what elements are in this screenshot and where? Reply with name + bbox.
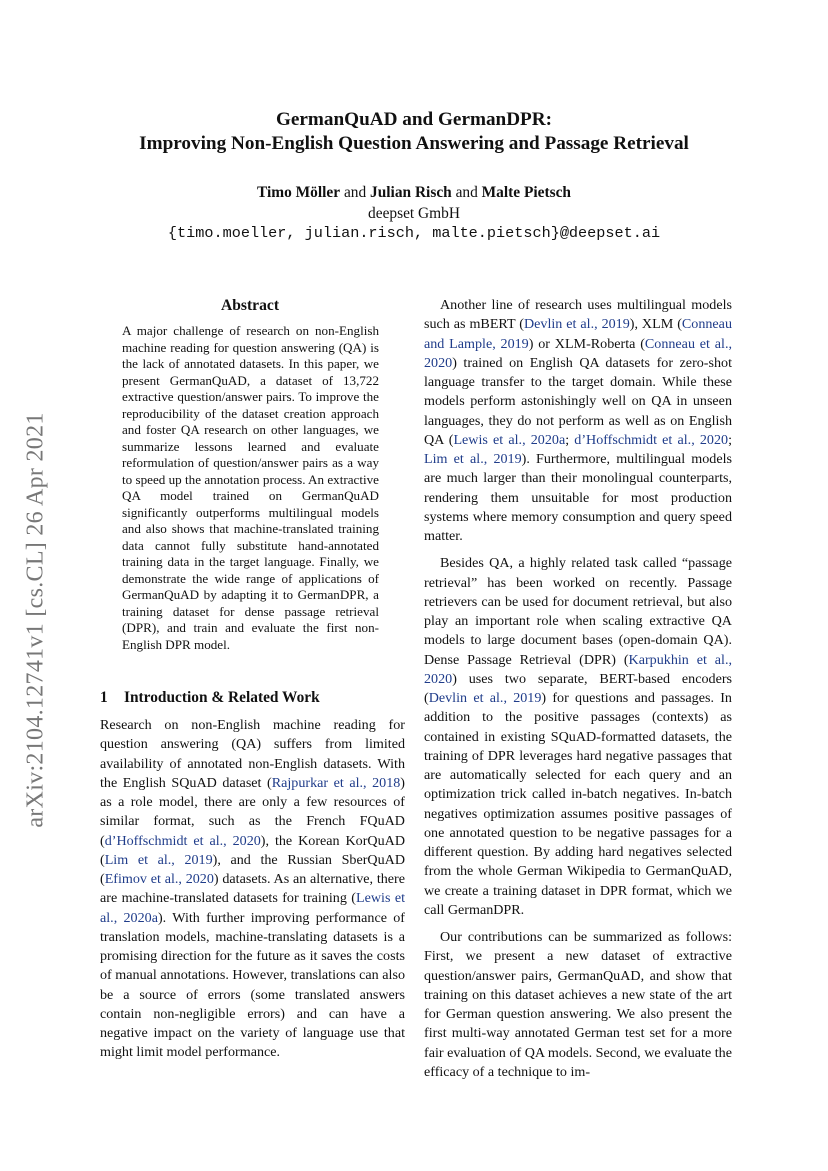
- body-text: ), and the Russian SberQuAD (: [100, 851, 405, 887]
- citation-link[interactable]: Karpukhin et al., 2020: [424, 651, 732, 687]
- body-text: ) uses two separate, BERT-based encoders (: [424, 670, 732, 706]
- title-line-1: GermanQuAD and GermanDPR:: [275, 109, 553, 130]
- body-text: ;: [728, 431, 732, 448]
- author-list: [80, 182, 748, 203]
- citation-link[interactable]: Lewis et al., 2020a: [453, 431, 566, 448]
- paragraph-intro-2: [424, 296, 732, 546]
- arxiv-sidebar: [16, 360, 56, 880]
- arxiv-identifier: arXiv:2104.12741v1 [cs.CL] 26 Apr 2021: [22, 412, 49, 828]
- body-text: ), the Korean KorQuAD (: [100, 832, 405, 868]
- body-text: ) as a role model, there are only a few resources of similar format, such as the French FQuAD (: [100, 774, 405, 849]
- paragraph-intro-1: [100, 716, 405, 1063]
- citation-link[interactable]: d’Hoffschmidt et al., 2020: [104, 832, 261, 849]
- body-text: Besides QA, a highly related task called “passage retrieval” has been worked on recently. Passage retrievers can be used for document retrieval, but also play an important role when scaling extractive QA models to large document bases (open-domain QA). Dense Passage Retrieval (DPR) (: [424, 555, 732, 668]
- author-separator: and: [451, 184, 482, 201]
- paragraph-intro-3: [424, 554, 732, 920]
- author-emails: {timo.moeller, julian.risch, malte.pietsch}@deepset.ai: [167, 224, 661, 242]
- author-3: Malte Pietsch: [481, 184, 571, 201]
- citation-link[interactable]: Conneau and Lample, 2019: [424, 316, 732, 352]
- citation-link[interactable]: Devlin et al., 2019: [523, 316, 630, 333]
- body-text: Research on non-English machine reading for question answering (QA) suffers from limited availability of annotated non-English datasets. With the English SQuAD dataset (: [100, 717, 405, 791]
- citation-link[interactable]: Devlin et al., 2019: [428, 690, 542, 706]
- title-line-2: Improving Non-English Question Answering and Passage Retrieval: [139, 133, 689, 154]
- citation-link[interactable]: Efimov et al., 2020: [104, 871, 214, 887]
- right-column-body: [424, 296, 732, 1090]
- paragraph-intro-4: Our contributions can be summarized as follows: First, we present a new dataset of extractive question/answer pairs, GermanQuAD, and show that training on this dataset achieves a new state of the art for German question answering. We also present the first multi-way annotated German test set for a more fair evaluation of QA models. Second, we evaluate the efficacy of a technique to im-: [424, 929, 732, 1080]
- citation-link[interactable]: Lewis et al., 2020a: [100, 890, 405, 926]
- citation-link[interactable]: Rajpurkar et al., 2018: [271, 774, 401, 791]
- body-text: ). With further improving performance of translation models, machine-translating datasets is a promising direction for the future as it saves the costs of manual annotations. However, translations can also be a source of errors (some translated answers contain non-negligible errors) and can have a negative impact on the variety of language use that might limit model performance.: [100, 909, 405, 1061]
- body-text: Another line of research uses multilingual models such as mBERT (: [424, 297, 732, 333]
- affiliation: deepset GmbH: [368, 205, 460, 222]
- citation-link[interactable]: d’Hoffschmidt et al., 2020: [574, 431, 729, 448]
- author-2: Julian Risch: [370, 184, 452, 201]
- section-number: 1: [100, 689, 108, 706]
- citation-link[interactable]: Lim et al., 2019: [424, 451, 522, 467]
- body-text: ). Furthermore, multilingual models are much larger than their monolingual counterparts, rendering them unsuitable for most production systems where memory consumption and query speed matter.: [424, 451, 733, 544]
- abstract-heading: Abstract: [220, 297, 280, 314]
- body-text: ), XLM (: [629, 316, 682, 333]
- paper-title: [80, 108, 748, 156]
- citation-link[interactable]: Lim et al., 2019: [104, 851, 213, 868]
- abstract-text: A major challenge of research on non-English machine reading for question answering (QA) is the lack of annotated datasets. In this paper, we present GermanQuAD, a dataset of 13,722 extractive question/answer pairs. To improve the reproducibility of the dataset creation approach and foster QA research on other languages, we summarize lessons learned and evaluate reformulation of question/answer pairs as a way to speed up the annotation process. An extractive QA model trained on GermanQuAD significantly outperforms multilingual models and also shows that machine-translated training data cannot fully substitute hand-annotated training data in the target language. Finally, we demonstrate the wide range of applications of GermanQuAD by adapting it to GermanDPR, a training dataset for dense passage retrieval (DPR), and train and evaluate the first non-English DPR model.: [122, 323, 379, 652]
- body-text: ) or XLM-Roberta (: [528, 335, 645, 352]
- citation-link[interactable]: Conneau et al., 2020: [424, 335, 732, 371]
- left-column-body: [100, 716, 405, 1071]
- section-title: Introduction & Related Work: [124, 689, 320, 706]
- body-text: ) datasets. As an alternative, there are machine-translated datasets for training (: [100, 871, 405, 907]
- section-heading: [100, 689, 400, 707]
- body-text: ) for questions and passages. In addition to the positive passages (contexts) as contained in existing SQuAD-formatted datasets, the training of DPR leverages hard negative passages that are automatically selected for each query and an optimization trick called in-batch negatives. In-batch negatives optimization assumes positive passages of one annotated question to be negative passages for a different question. By adding hard negatives selected from the whole German Wikipedia to GermanQuAD, we create a training dataset in DPR format, which we call GermanDPR.: [424, 690, 732, 918]
- author-1: Timo Möller: [257, 184, 341, 201]
- author-separator: and: [340, 184, 371, 201]
- body-text: ) trained on English QA datasets for zero-shot language transfer to the target domain. While these models perform astonishingly well on QA in unseen languages, they do not perform as well as on English QA (: [424, 354, 732, 448]
- body-text: ;: [565, 431, 575, 448]
